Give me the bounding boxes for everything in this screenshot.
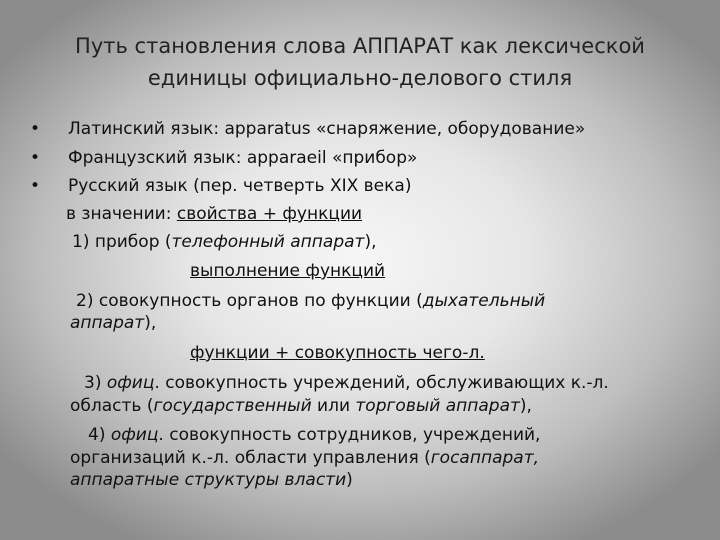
meaning-2-example-a: дыхательный	[422, 291, 546, 311]
meaning-4-text: . совокупность сотрудников, учреждений,	[158, 425, 541, 445]
meaning-4	[88, 424, 540, 446]
meaning-3-num: 3)	[84, 373, 107, 393]
meaning-4-cont-2	[70, 469, 353, 491]
meaning-1	[72, 231, 376, 253]
bullet-marker: •	[30, 119, 41, 139]
bullet-text: Французский язык: apparaeil «прибор»	[68, 148, 418, 168]
meaning-3-example-a: государственный	[153, 396, 312, 416]
bullet-marker: •	[30, 148, 41, 168]
meaning-3	[84, 372, 609, 394]
meaning-4-suffix: )	[346, 470, 353, 490]
meaning-4-label: офиц	[110, 425, 159, 445]
meaning-1-formula: выполнение функций	[190, 261, 386, 281]
meaning-4-num: 4)	[88, 425, 111, 445]
meaning-2	[76, 290, 545, 312]
meaning-4-example-a: госаппарат,	[430, 448, 540, 468]
meaning-3-example-b: торговый аппарат	[355, 396, 520, 416]
bullet-russian	[30, 175, 411, 197]
meaning-3-prefix: область (	[70, 396, 154, 416]
meaning-formula: свойства + функции	[176, 204, 363, 224]
meaning-4-example-b: аппаратные структуры власти	[70, 470, 347, 490]
title-line-2: единицы официально-делового стиля	[147, 66, 573, 90]
bullet-text: Русский язык (пер. четверть XIX века)	[68, 176, 412, 196]
meaning-4-prefix: организаций к.-л. области управления (	[70, 448, 431, 468]
bullet-latin	[30, 118, 585, 140]
meaning-1-example: телефонный аппарат	[171, 232, 365, 252]
bullet-text: Латинский язык: apparatus «снаряжение, оборудование»	[68, 119, 586, 139]
meaning-prefix: в значении:	[66, 204, 177, 224]
meaning-4-cont	[70, 447, 539, 469]
meaning-2-prefix: 2) совокупность органов по функции (	[76, 291, 423, 311]
meaning-3-text: . совокупность учреждений, обслуживающих к.-л.	[154, 373, 609, 393]
meaning-2-example-b: аппарат	[70, 313, 145, 333]
title-line-1: Путь становления слова АППАРАТ как лексической	[75, 34, 645, 58]
meaning-3-label: офиц	[106, 373, 155, 393]
meaning-1-prefix: 1) прибор (	[72, 232, 172, 252]
meaning-3-suffix: ),	[519, 396, 532, 416]
bullet-marker: •	[30, 176, 41, 196]
meaning-2-suffix: ),	[144, 313, 157, 333]
meaning-2-formula: функции + совокупность чего-л.	[190, 343, 485, 363]
meaning-2-cont	[70, 312, 156, 334]
bullet-french	[30, 147, 417, 169]
meaning-line	[66, 203, 362, 225]
slide-title	[40, 30, 680, 94]
meaning-1-suffix: ),	[364, 232, 377, 252]
meaning-3-or: или	[311, 396, 356, 416]
meaning-3-cont	[70, 395, 532, 417]
